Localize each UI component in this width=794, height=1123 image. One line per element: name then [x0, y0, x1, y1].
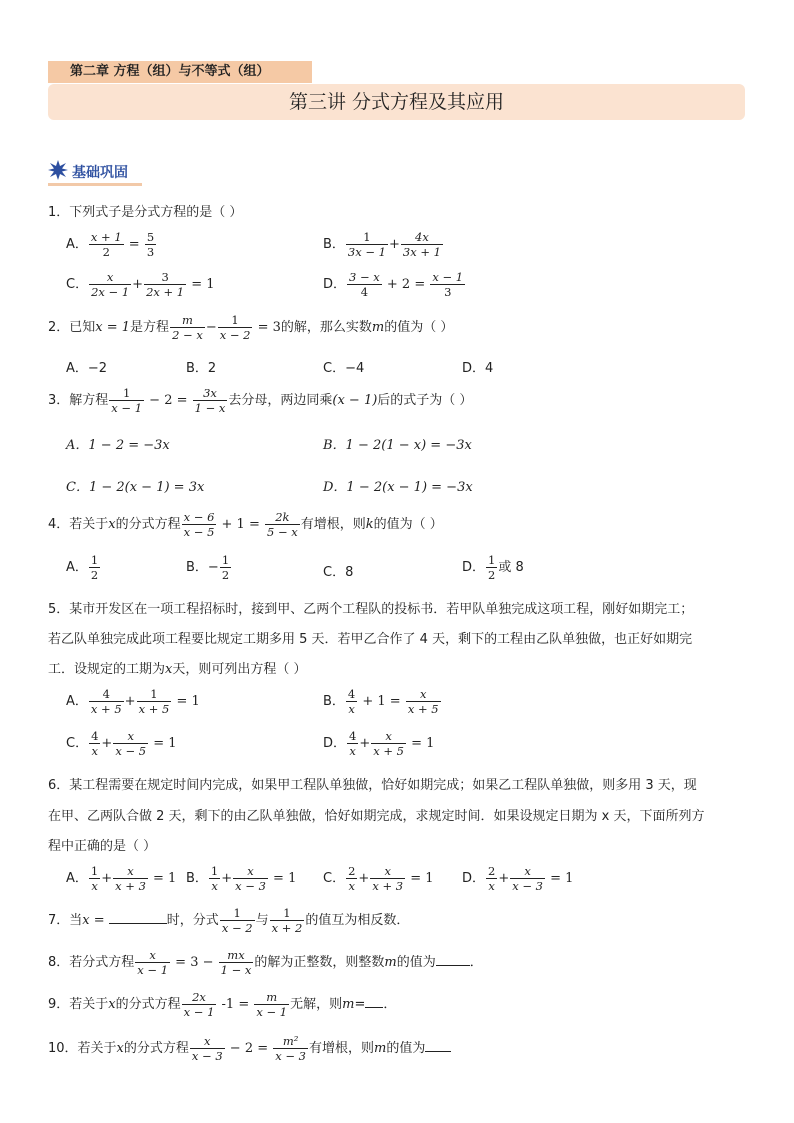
question-2-option-d[interactable]: D．4 — [462, 361, 494, 376]
question-3-option-b[interactable]: B．1 − 2(1 − x) = −3x — [323, 438, 472, 453]
fraction — [218, 313, 253, 342]
question-5-line-1: 5．某市开发区在一项工程招标时，接到甲、乙两个工程队的投标书．若甲队单独完成这项工程，刚好如期完工； — [48, 602, 694, 617]
option-label: C． — [66, 277, 89, 292]
numerator: 2x — [192, 990, 206, 1004]
numerator: 4 — [349, 729, 357, 743]
denominator: x − 5 — [183, 525, 215, 539]
fraction — [406, 687, 441, 716]
numerator: 1 — [122, 386, 131, 400]
option-label: A． — [66, 237, 88, 252]
question-2-option-b[interactable]: B．2 — [186, 361, 217, 376]
numerator: x — [524, 864, 531, 878]
math-variable: x — [108, 997, 116, 1012]
numerator: 5 — [146, 230, 155, 244]
numerator: x — [384, 864, 391, 878]
fraction — [270, 906, 305, 935]
stem-text: 的解为正整数，则整数 — [254, 955, 385, 970]
denominator: 2x + 1 — [146, 285, 185, 299]
denominator: x − 1 — [137, 963, 169, 977]
fraction — [89, 553, 100, 582]
question-6-line-2: 在甲、乙两队合做 2 天，剩下的由乙队单独做，恰好如期完成，求规定时间．如果设规定日期为 x 天，下面所列方 — [48, 809, 705, 824]
fraction — [89, 270, 131, 299]
denominator: x − 5 — [115, 744, 147, 758]
numerator: mx — [227, 948, 245, 962]
fraction — [137, 687, 172, 716]
denominator: 2x − 1 — [91, 285, 130, 299]
answer-blank[interactable] — [365, 995, 383, 1008]
operator: = 3 − — [171, 955, 218, 970]
fraction — [273, 1034, 308, 1063]
numerator: 3x — [203, 386, 217, 400]
numerator: x — [127, 729, 134, 743]
numerator: x — [127, 864, 134, 878]
denominator: 1 − x — [194, 401, 226, 415]
numerator: 2 — [488, 864, 496, 878]
denominator: x + 5 — [138, 702, 170, 716]
question-2-option-a[interactable]: A．−2 — [66, 361, 108, 376]
fraction — [346, 230, 388, 259]
option-label: B． — [323, 237, 345, 252]
question-4-option-d[interactable] — [462, 553, 524, 582]
fraction — [346, 687, 357, 716]
numerator: 1 — [150, 687, 158, 701]
section-underline — [48, 183, 142, 186]
operator: + — [132, 277, 144, 292]
option-label: B． — [323, 694, 345, 709]
operator: + — [359, 736, 371, 751]
numerator: 4 — [347, 687, 356, 701]
option-label: A． — [66, 560, 88, 575]
numerator: 1 — [221, 553, 230, 567]
fraction — [219, 948, 254, 977]
question-1-stem: 1．下列式子是分式方程的是（ ） — [48, 205, 243, 220]
denominator: x — [89, 878, 100, 893]
stem-text: 8．若分式方程 — [48, 955, 135, 970]
question-1-option-b[interactable] — [323, 230, 444, 259]
operator: + — [101, 736, 113, 751]
numerator: x − 1 — [432, 270, 464, 284]
question-6-option-d[interactable] — [462, 864, 573, 893]
math-variable: x — [165, 662, 173, 677]
stem-text: 工．设规定的工期为 — [48, 662, 166, 677]
numerator: 2 — [348, 864, 356, 878]
operator: = — [354, 997, 366, 1012]
numerator: 1 — [210, 864, 219, 878]
section-heading — [48, 160, 128, 184]
question-3-option-d[interactable]: D．1 − 2(x − 1) = −3x — [323, 480, 473, 495]
stem-text: 2．已知 — [48, 320, 96, 335]
stem-text: 无解，则 — [290, 997, 343, 1012]
math-variable: m — [384, 955, 397, 970]
fraction — [220, 906, 255, 935]
option-label: D． — [323, 277, 347, 292]
denominator: x — [209, 878, 220, 893]
option-tail: 或 8 — [498, 560, 524, 575]
fraction — [135, 948, 170, 977]
denominator: 3x + 1 — [402, 245, 441, 259]
answer-blank[interactable] — [425, 1039, 451, 1052]
option-label: D． — [462, 871, 486, 886]
option-label: A． — [66, 694, 88, 709]
fraction — [510, 864, 545, 893]
denominator: x − 1 — [256, 1005, 288, 1019]
equation-tail: = 1 — [407, 736, 435, 751]
operator: + 1 = — [217, 517, 264, 532]
numerator: x — [419, 687, 427, 701]
fraction — [370, 864, 405, 893]
numerator: 3 − x — [349, 270, 380, 284]
option-label: C． — [323, 871, 346, 886]
question-6-option-a[interactable] — [66, 864, 176, 893]
numerator: x — [106, 270, 114, 284]
denominator: 3 — [146, 245, 155, 259]
question-1-option-d[interactable] — [323, 270, 466, 299]
equation-tail: = 1 — [148, 871, 177, 886]
numerator: m² — [282, 1034, 299, 1048]
question-4-stem — [48, 510, 443, 539]
equation-tail: = 1 — [268, 871, 297, 886]
fraction — [89, 230, 124, 259]
question-5-option-b[interactable] — [323, 687, 442, 716]
operator: + — [101, 871, 113, 886]
stem-text: 有增根，则 — [300, 517, 366, 532]
operator: − — [205, 320, 217, 335]
denominator: x − 2 — [221, 921, 253, 935]
fraction — [193, 386, 228, 415]
fraction — [347, 729, 358, 758]
question-6-line-3: 程中正确的是（ ） — [48, 839, 157, 854]
fraction — [145, 230, 156, 259]
fraction — [170, 313, 205, 342]
option-label: B． — [186, 871, 208, 886]
question-3-option-a[interactable]: A．1 − 2 = −3x — [66, 438, 170, 453]
numerator: 1 — [231, 313, 239, 327]
stem-text: 后的式子为（ ） — [377, 393, 473, 408]
denominator: x − 3 — [512, 879, 543, 893]
math-expression: (x − 1) — [332, 393, 378, 408]
operator: + — [124, 694, 136, 709]
option-label: C． — [66, 736, 89, 751]
answer-blank[interactable] — [109, 911, 167, 924]
math-variable: x — [108, 517, 116, 532]
option-label: D． — [462, 560, 486, 575]
numerator: x — [385, 729, 392, 743]
numerator: 4 — [102, 687, 110, 701]
numerator: 1 — [233, 906, 241, 920]
stem-text: 7．当 — [48, 913, 83, 928]
operator: = — [89, 913, 109, 928]
fraction — [182, 990, 217, 1019]
numerator: x — [149, 948, 156, 962]
operator: + — [389, 237, 400, 252]
answer-blank[interactable] — [436, 953, 470, 966]
operator: + — [358, 871, 370, 886]
stem-text: 的分式方程 — [115, 517, 181, 532]
question-3-stem — [48, 386, 472, 415]
numerator: 1 — [363, 230, 371, 244]
fraction — [209, 864, 220, 893]
question-4-option-b[interactable] — [186, 553, 232, 582]
fraction — [190, 1034, 225, 1063]
equation-tail: = 1 — [406, 871, 434, 886]
denominator: 3 — [430, 284, 465, 299]
numerator: 1 — [283, 906, 291, 920]
stem-text: 的解，那么实数 — [280, 320, 372, 335]
question-2-option-c[interactable]: C．−4 — [323, 361, 365, 376]
numerator: x — [247, 864, 254, 878]
equation-tail: = 1 — [149, 736, 177, 751]
denominator: x — [486, 878, 497, 893]
fraction — [144, 270, 186, 299]
stem-text: 4．若关于 — [48, 517, 109, 532]
denominator: x + 5 — [407, 702, 439, 716]
stem-text: 有增根，则 — [309, 1041, 375, 1056]
denominator: 4 — [347, 284, 382, 299]
numerator: 4 — [91, 729, 99, 743]
fraction — [254, 990, 289, 1019]
denominator: 2 − x — [172, 328, 203, 342]
option-label: B．− — [186, 560, 219, 575]
stem-text: 的值为（ ） — [373, 517, 443, 532]
equation-tail: = 1 — [546, 871, 574, 886]
operator: − 2 = — [225, 1041, 273, 1056]
question-9-stem — [48, 990, 396, 1019]
numerator: 4x — [415, 230, 429, 244]
stem-text: 去分母，两边同乘 — [228, 393, 333, 408]
denominator: x − 3 — [191, 1049, 223, 1063]
fraction — [346, 864, 357, 893]
fraction — [109, 386, 144, 415]
math-variable: k — [365, 517, 374, 532]
question-4-option-a[interactable] — [66, 553, 101, 582]
denominator: x — [346, 878, 357, 893]
denominator: 5 − x — [266, 525, 298, 539]
denominator: x — [347, 743, 358, 758]
equation-tail: = 1 — [172, 694, 200, 709]
stem-text: ． — [383, 997, 397, 1012]
stem-text: 与 — [255, 913, 269, 928]
question-6-line-1: 6．某工程需要在规定时间内完成，如果甲工程队单独做，恰好如期完成；如果乙工程队单独做，则多用 3 天，现 — [48, 778, 697, 793]
denominator: 2 — [89, 244, 124, 259]
stem-text: 的值互为相反数． — [305, 913, 410, 928]
stem-text: 是方程 — [130, 320, 170, 335]
denominator: x − 2 — [219, 328, 251, 342]
numerator: 1 — [488, 553, 496, 567]
math-variable: x — [116, 1041, 124, 1056]
question-6-option-b[interactable] — [186, 864, 296, 893]
numerator: x — [204, 1034, 211, 1048]
operator: + — [221, 871, 233, 886]
denominator: x — [346, 701, 357, 716]
denominator: x − 3 — [235, 879, 266, 893]
numerator: 1 — [90, 864, 99, 878]
fraction — [113, 864, 148, 893]
denominator: 1 − x — [220, 963, 252, 977]
question-5-option-a[interactable] — [66, 687, 200, 716]
denominator: x — [89, 743, 100, 758]
operator: = 3 — [253, 320, 281, 335]
fraction — [401, 230, 443, 259]
stem-text: 的分式方程 — [123, 1041, 189, 1056]
stem-text: 10．若关于 — [48, 1041, 117, 1056]
operator: + — [498, 871, 510, 886]
stem-text: 的值为 — [396, 955, 436, 970]
fraction — [89, 687, 124, 716]
question-10-stem — [48, 1034, 451, 1063]
equation-tail: = 1 — [187, 277, 215, 292]
question-3-option-c[interactable]: C．1 − 2(x − 1) = 3x — [66, 480, 205, 495]
fraction — [486, 864, 497, 893]
fraction — [233, 864, 268, 893]
starburst-icon — [48, 160, 68, 184]
math-variable: m — [342, 997, 355, 1012]
chapter-title: 第二章 方程（组）与不等式（组） — [48, 61, 312, 83]
question-5-option-d[interactable] — [323, 729, 434, 758]
stem-text: 的值为 — [386, 1041, 426, 1056]
stem-text: 时，分式 — [166, 913, 219, 928]
denominator: x + 3 — [115, 879, 146, 893]
fraction — [347, 270, 382, 299]
fraction — [220, 553, 231, 582]
denominator: x − 3 — [275, 1049, 306, 1063]
question-4-option-c[interactable]: C．8 — [323, 565, 354, 580]
question-2-stem — [48, 313, 453, 342]
denominator: x + 5 — [90, 702, 122, 716]
denominator: 2 — [221, 568, 230, 582]
denominator: x + 5 — [373, 744, 404, 758]
numerator: x + 1 — [90, 230, 122, 244]
numerator: x − 6 — [183, 510, 215, 524]
denominator: 2 — [90, 568, 99, 582]
fraction — [265, 510, 300, 539]
question-1-option-c[interactable] — [66, 270, 215, 299]
question-6-option-c[interactable] — [323, 864, 434, 893]
fraction — [89, 729, 100, 758]
operator: -1 = — [217, 997, 254, 1012]
numerator: 2k — [275, 510, 290, 524]
question-5-line-2: 若乙队单独完成此项工程要比规定工期多用 5 天．若甲乙合作了 4 天，剩下的工程由乙队单独做，也正好如期完 — [48, 632, 693, 647]
operator: + 1 = — [358, 694, 405, 709]
stem-text: 的值为（ ） — [384, 320, 454, 335]
denominator: x − 1 — [183, 1005, 215, 1019]
math-variable: x — [82, 913, 90, 928]
stem-text: 的分式方程 — [115, 997, 181, 1012]
stem-text: 3．解方程 — [48, 393, 109, 408]
fraction — [430, 270, 465, 299]
fraction — [486, 553, 497, 582]
stem-text: ． — [469, 955, 483, 970]
numerator: 1 — [90, 553, 99, 567]
stem-text: 天，则可列出方程（ ） — [172, 662, 307, 677]
numerator: 3 — [161, 270, 169, 284]
stem-text: 9．若关于 — [48, 997, 109, 1012]
question-5-option-c[interactable] — [66, 729, 177, 758]
math-expression: x = 1 — [95, 320, 131, 335]
fraction — [89, 864, 100, 893]
denominator: x − 1 — [111, 401, 143, 415]
math-variable: m — [371, 320, 385, 335]
option-label: D． — [323, 736, 347, 751]
denominator: x + 3 — [372, 879, 404, 893]
question-5-line-3 — [48, 658, 307, 677]
denominator: x + 2 — [271, 921, 303, 935]
denominator: 2 — [488, 568, 496, 582]
operator: − 2 = — [145, 393, 192, 408]
question-1-option-a[interactable] — [66, 230, 157, 259]
question-8-stem — [48, 948, 483, 977]
option-label: A． — [66, 871, 88, 886]
operator: + 2 = — [382, 277, 430, 292]
lecture-title: 第三讲 分式方程及其应用 — [48, 84, 745, 120]
fraction — [182, 510, 217, 539]
question-7-stem — [48, 906, 409, 935]
operator: = — [124, 237, 144, 252]
math-variable: m — [374, 1041, 387, 1056]
numerator: m — [181, 313, 193, 327]
denominator: 3x − 1 — [347, 245, 386, 259]
fraction — [113, 729, 148, 758]
numerator: m — [266, 990, 278, 1004]
fraction — [371, 729, 406, 758]
section-title: 基础巩固 — [72, 165, 128, 181]
